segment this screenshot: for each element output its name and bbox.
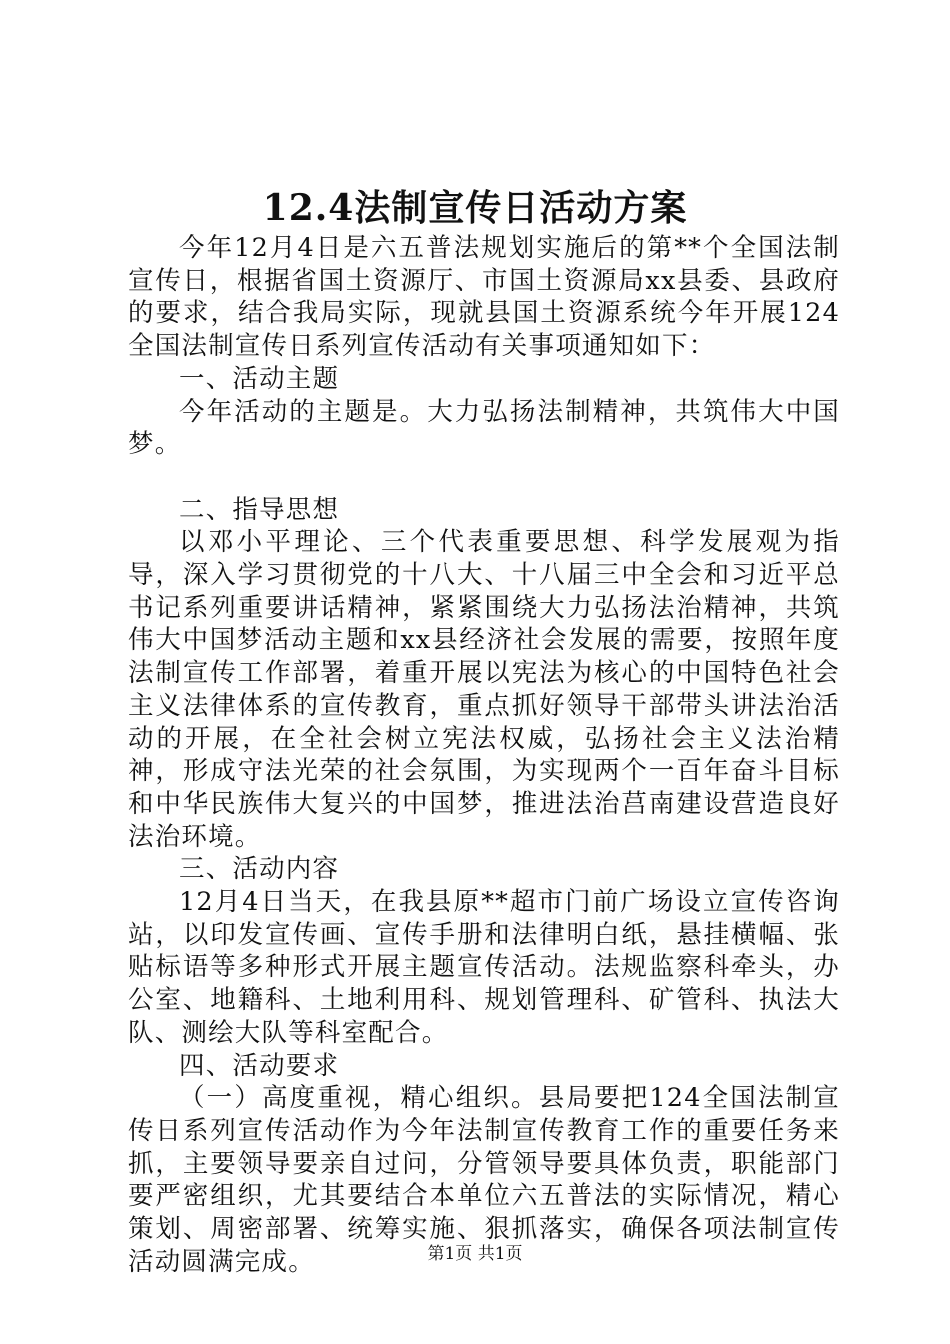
theme-paragraph: 今年活动的主题是。大力弘扬法制精神，共筑伟大中国梦。 — [128, 396, 840, 460]
intro-paragraph: 今年12月4日是六五普法规划实施后的第**个全国法制宣传日，根据省国土资源厅、市国土资源局xx县委、县政府的要求，结合我局实际，现就县国土资源系统今年开展124全国法制宣传日系列宣传活动有关事项通知如下： — [128, 233, 840, 362]
section-heading-theme: 一、活动主题 — [179, 363, 340, 394]
section-heading-content: 三、活动内容 — [179, 854, 340, 885]
document-title: 12.4法制宣传日活动方案 — [262, 187, 688, 229]
document-body — [128, 232, 840, 1278]
content-paragraph: 12月4日当天，在我县原**超市门前广场设立宣传咨询站，以印发宣传画、宣传手册和法律明白纸，悬挂横幅、张贴标语等多种形式开展主题宣传活动。法规监察科牵头，办公室、地籍科、土地利用科、规划管理科、矿管科、执法大队、测绘大队等科室配合。 — [128, 887, 840, 1048]
section-heading-guiding-thought: 二、指导思想 — [179, 494, 340, 525]
page-number-footer: 第1页 共1页 — [427, 1244, 523, 1264]
requirements-paragraph: （一）高度重视，精心组织。县局要把124全国法制宣传日系列宣传活动作为今年法制宣传教育工作的重要任务来抓，主要领导要亲自过问，分管领导要具体负责，职能部门要严密组织，尤其要结合本单位六五普法的实际情况，精心策划、周密部署、统筹实施、狠抓落实，确保各项法制宣传活动圆满完成。 — [128, 1083, 840, 1277]
section-heading-requirements: 四、活动要求 — [179, 1050, 340, 1081]
guiding-thought-paragraph: 以邓小平理论、三个代表重要思想、科学发展观为指导，深入学习贯彻党的十八大、十八届三中全会和习近平总书记系列重要讲话精神，紧紧围绕大力弘扬法治精神，共筑伟大中国梦活动主题和xx县经济社会发展的需要，按照年度法制宣传工作部署，着重开展以宪法为核心的中国特色社会主义法律体系的宣传教育，重点抓好领导干部带头讲法治活动的开展，在全社会树立宪法权威，弘扬社会主义法治精神，形成守法光荣的社会氛围，为实现两个一百年奋斗目标和中华民族伟大复兴的中国梦，推进法治莒南建设营造良好法治环境。 — [128, 527, 840, 852]
